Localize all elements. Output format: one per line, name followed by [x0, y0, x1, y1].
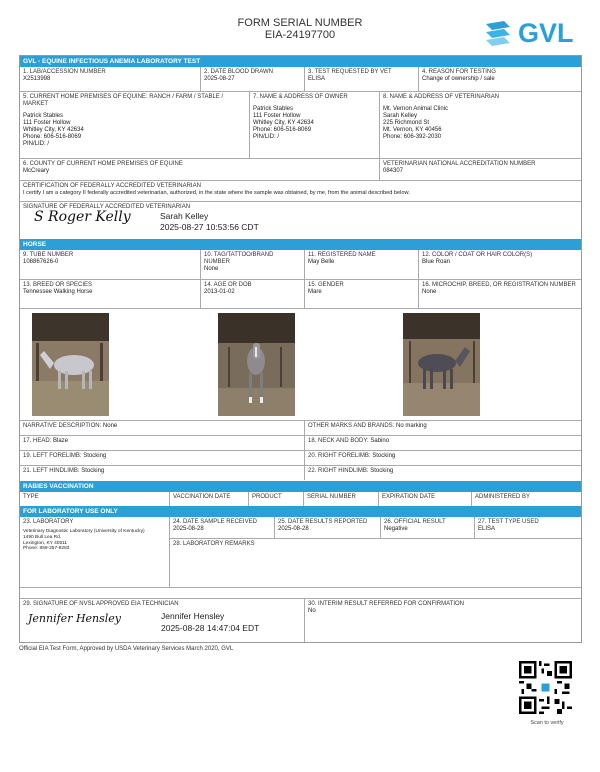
field-vet-signature: SIGNATURE OF FEDERALLY ACCREDITED VETERINARIAN S Roger Kelly Sarah Kelley 2025-08-27 10:53:56 CDT: [23, 204, 259, 232]
section-bar-lab: FOR LABORATORY USE ONLY: [20, 506, 581, 517]
gvl-logo-text: GVL: [518, 18, 574, 48]
section-bar-horse: HORSE: [20, 239, 581, 250]
eia-form: [19, 55, 582, 643]
field-date-drawn: 2. DATE BLOOD DRAWN 2025-08-27: [200, 67, 304, 91]
field-accreditation: VETERINARIAN NATIONAL ACCREDITATION NUMBER 084307: [379, 159, 581, 180]
field-date-received: 24. DATE SAMPLE RECEIVED 2025-08-28: [173, 519, 257, 532]
markings-row-3: [20, 450, 581, 465]
field-registered-name: 11. REGISTERED NAME May Belle: [304, 250, 418, 279]
tech-signature-timestamp: 2025-08-28 14:47:04 EDT: [161, 623, 260, 633]
vet-signature-image: S Roger Kelly: [34, 209, 131, 225]
rabies-col-expiration: EXPIRATION DATE: [378, 492, 471, 506]
field-breed: 13. BREED OR SPECIES Tennessee Walking Horse: [23, 282, 93, 295]
form-footer: Official EIA Test Form, Approved by USDA Veterinary Services March 2020, GVL: [19, 646, 234, 652]
field-microchip: 16. MICROCHIP, BREED, OR REGISTRATION NUMBER None: [418, 280, 581, 308]
vet-signature-timestamp: 2025-08-27 10:53:56 CDT: [160, 222, 259, 232]
form-header: [0, 0, 600, 52]
field-color: 12. COLOR / COAT OR HAIR COLOR(S) Blue Roan: [418, 250, 581, 279]
vet-signer-name: Sarah Kelley: [160, 211, 209, 221]
field-neck-body: 18. NECK AND BODY: Sabino: [304, 436, 581, 450]
field-test-type: 27. TEST TYPE USED ELISA: [474, 517, 581, 538]
field-county: 6. COUNTY OF CURRENT HOME PREMISES OF EQUINE McCreary: [23, 161, 183, 174]
field-head: 17. HEAD: Blaze: [23, 438, 69, 444]
rabies-header-row: [20, 492, 581, 506]
field-premises: 5. CURRENT HOME PREMISES OF EQUINE: RANCH / FARM / STABLE / MARKET Patrick Stables 111 Foster Hollow Whitley City, KY 42634 Phone: 606-516-8069 PIN/LID: /: [23, 94, 224, 147]
rabies-col-type: TYPE: [23, 494, 39, 500]
lab-results-row: [170, 517, 581, 539]
markings-row-1: [20, 420, 581, 435]
horse-row-1: [20, 250, 581, 279]
field-tube-number: 9. TUBE NUMBER 108867626-0: [23, 252, 74, 265]
gvl-logo: [484, 18, 584, 50]
field-tag-tattoo: 10. TAG/TATTOO/BRAND NUMBER None: [200, 250, 304, 279]
horse-photo-right: [403, 313, 480, 416]
certification-row: [20, 180, 581, 201]
field-date-reported: 25. DATE RESULTS REPORTED 2025-08-28: [274, 517, 380, 538]
test-info-row: [20, 67, 581, 91]
field-left-hindlimb: 21. LEFT HINDLIMB: Stocking: [23, 468, 105, 474]
field-left-forelimb: 19. LEFT FORELIMB: Stocking: [23, 453, 107, 459]
tech-signature-row: [20, 598, 581, 642]
address-row: [20, 91, 581, 158]
field-right-hindlimb: 22. RIGHT HINDLIMB: Stocking: [304, 466, 581, 480]
rabies-col-administered: ADMINISTERED BY: [471, 492, 581, 506]
lab-row: [20, 517, 581, 587]
county-row: [20, 158, 581, 180]
tech-signature-image: Jennifer Hensley: [28, 612, 122, 625]
rabies-col-date: VACCINATION DATE: [169, 492, 248, 506]
lab-spacer-row: [20, 587, 581, 598]
rabies-col-product: PRODUCT: [248, 492, 303, 506]
field-other-marks: OTHER MARKS AND BRANDS: No marking: [304, 421, 581, 435]
field-lab-accession: 1. LAB/ACCESSION NUMBER X2513998: [23, 69, 106, 82]
field-owner: 7. NAME & ADDRESS OF OWNER Patrick Stables 111 Foster Hollow Whitley City, KY 42634 Phone: 606-516-8069 PIN/LID: /: [249, 92, 379, 158]
horse-row-2: [20, 279, 581, 308]
field-gender: 15. GENDER Mare: [304, 280, 418, 308]
form-serial-title: FORM SERIAL NUMBER: [237, 17, 363, 29]
horse-photo-left: [32, 313, 109, 416]
field-certification: CERTIFICATION OF FEDERALLY ACCREDITED VETERINARIAN I certify I am a category II federally accredited veterinarian, authorized, in the state where the sample was obtained, by me, from the animal described below.: [23, 183, 410, 196]
form-serial-number: EIA-24197700: [264, 29, 336, 41]
lab-results-area: [169, 517, 581, 587]
markings-row-2: [20, 435, 581, 450]
tech-signer-name: Jennifer Hensley: [161, 611, 225, 621]
field-right-forelimb: 20. RIGHT FORELIMB: Stocking: [304, 451, 581, 465]
field-age-dob: 14. AGE OR DOB 2013-01-02: [200, 280, 304, 308]
field-tech-signature: 29. SIGNATURE OF NVSL APPROVED EIA TECHNICIAN Jennifer Hensley Jennifer Hensley 2025-08-28 14:47:04 EDT: [23, 601, 260, 633]
verification-qr-code[interactable]: [519, 661, 572, 714]
markings-row-4: [20, 465, 581, 480]
field-interim-result: 30. INTERIM RESULT REFERRED FOR CONFIRMATION No: [304, 599, 581, 642]
field-official-result: 26. OFFICIAL RESULT Negative: [380, 517, 474, 538]
horse-photo-front: [218, 313, 295, 416]
rabies-col-serial: SERIAL NUMBER: [303, 492, 378, 506]
horse-photos-row: [20, 308, 581, 420]
scan-to-verify-label: Scan to verify: [530, 720, 564, 726]
field-laboratory: 23. LABORATORY Veterinary Diagnostic Laboratory (University of Kentucky) 1490 Bull Lea Rd. Lexington, KY 40511 Phone: 859-257-8283: [23, 519, 145, 552]
gvl-logo-icon: [484, 18, 514, 48]
section-bar-test: GVL - EQUINE INFECTIOUS ANEMIA LABORATORY TEST: [20, 56, 581, 67]
field-narrative: NARRATIVE DESCRIPTION: None: [23, 423, 118, 429]
vet-signature-row: [20, 201, 581, 239]
section-bar-rabies: RABIES VACCINATION: [20, 481, 581, 492]
field-reason-testing: 4. REASON FOR TESTING Change of ownership / sale: [418, 67, 581, 91]
field-test-requested: 3. TEST REQUESTED BY VET ELISA: [304, 67, 418, 91]
field-veterinarian: 8. NAME & ADDRESS OF VETERINARIAN Mt. Vernon Animal Clinic Sarah Kelley 225 Richmond St Mt. Vernon, KY 40456 Phone: 606-392-2030: [379, 92, 581, 158]
field-lab-remarks: 28. LABORATORY REMARKS: [173, 541, 255, 547]
